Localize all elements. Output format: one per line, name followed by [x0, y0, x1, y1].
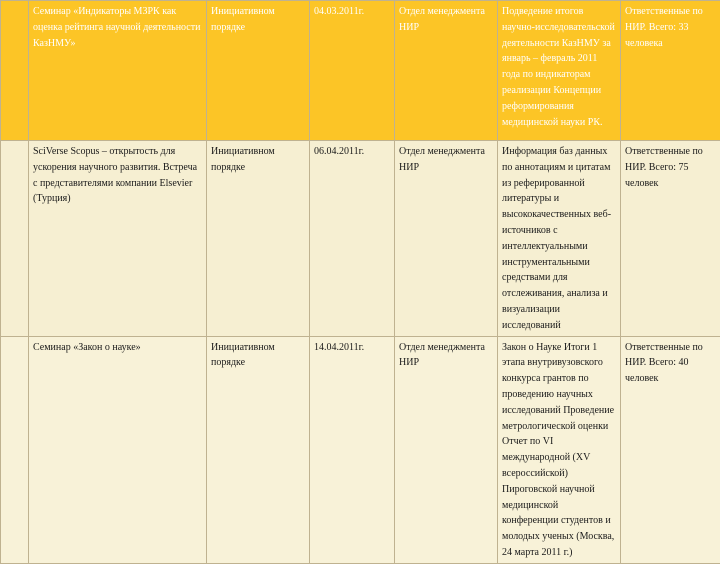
participants-text: Ответственные по НИР. Всего: 40 человек	[625, 340, 716, 387]
department-text: Отдел менеджмента НИР	[399, 340, 493, 372]
table-row	[1, 141, 720, 337]
result-cell	[498, 336, 621, 563]
topic-cell	[29, 141, 207, 337]
order-text: Инициативном порядке	[211, 4, 305, 36]
row-number-cell	[1, 141, 29, 337]
result-text: Закон о Науке Итоги 1 этапа внутривузовского конкурса грантов по проведению научных исследований Проведение метрологической оценки Отчет по VI международной (XV всероссийской) Пироговской научной медицинской конференции студентов и молодых ученых (Москва, 24 марта 2011 г.)	[502, 340, 616, 561]
date-cell	[310, 336, 395, 563]
department-cell	[395, 1, 498, 141]
result-cell	[498, 1, 621, 141]
topic-text: SciVerse Scopus – открытость для ускорения научного развития. Встреча с представителями компании Elsevier (Турция)	[33, 144, 202, 207]
department-cell	[395, 141, 498, 337]
date-cell	[310, 141, 395, 337]
table-row	[1, 1, 720, 141]
topic-cell	[29, 1, 207, 141]
topic-cell	[29, 336, 207, 563]
order-cell	[207, 141, 310, 337]
order-text: Инициативном порядке	[211, 340, 305, 372]
participants-text: Ответственные по НИР. Всего: 75 человек	[625, 144, 716, 191]
result-text: Подведение итогов научно-исследовательской деятельности КазНМУ за январь – февраль 2011 года по индикаторам реализации Концепции реформирования медицинской науки РК.	[502, 4, 616, 130]
participants-text: Ответственные по НИР. Всего: 33 человека	[625, 4, 716, 51]
date-text: 04.03.2011г.	[314, 4, 390, 20]
department-cell	[395, 336, 498, 563]
participants-cell	[621, 1, 720, 141]
topic-text: Семинар «Закон о науке»	[33, 340, 202, 356]
order-cell	[207, 1, 310, 141]
order-cell	[207, 336, 310, 563]
order-text: Инициативном порядке	[211, 144, 305, 176]
date-text: 06.04.2011г.	[314, 144, 390, 160]
department-text: Отдел менеджмента НИР	[399, 4, 493, 36]
department-text: Отдел менеджмента НИР	[399, 144, 493, 176]
date-cell	[310, 1, 395, 141]
row-number-cell	[1, 1, 29, 141]
participants-cell	[621, 336, 720, 563]
table-row	[1, 336, 720, 563]
result-text: Информация баз данных по аннотациям и цитатам из реферированной литературы и высококачественных веб-источников с интеллектуальными инструментальными средствами для отслеживания, анализа и визуализации исследований	[502, 144, 616, 334]
result-cell	[498, 141, 621, 337]
participants-cell	[621, 141, 720, 337]
topic-text: Семинар «Индикаторы МЗРК как оценка рейтинга научной деятельности КазНМУ»	[33, 4, 202, 51]
date-text: 14.04.2011г.	[314, 340, 390, 356]
row-number-cell	[1, 336, 29, 563]
